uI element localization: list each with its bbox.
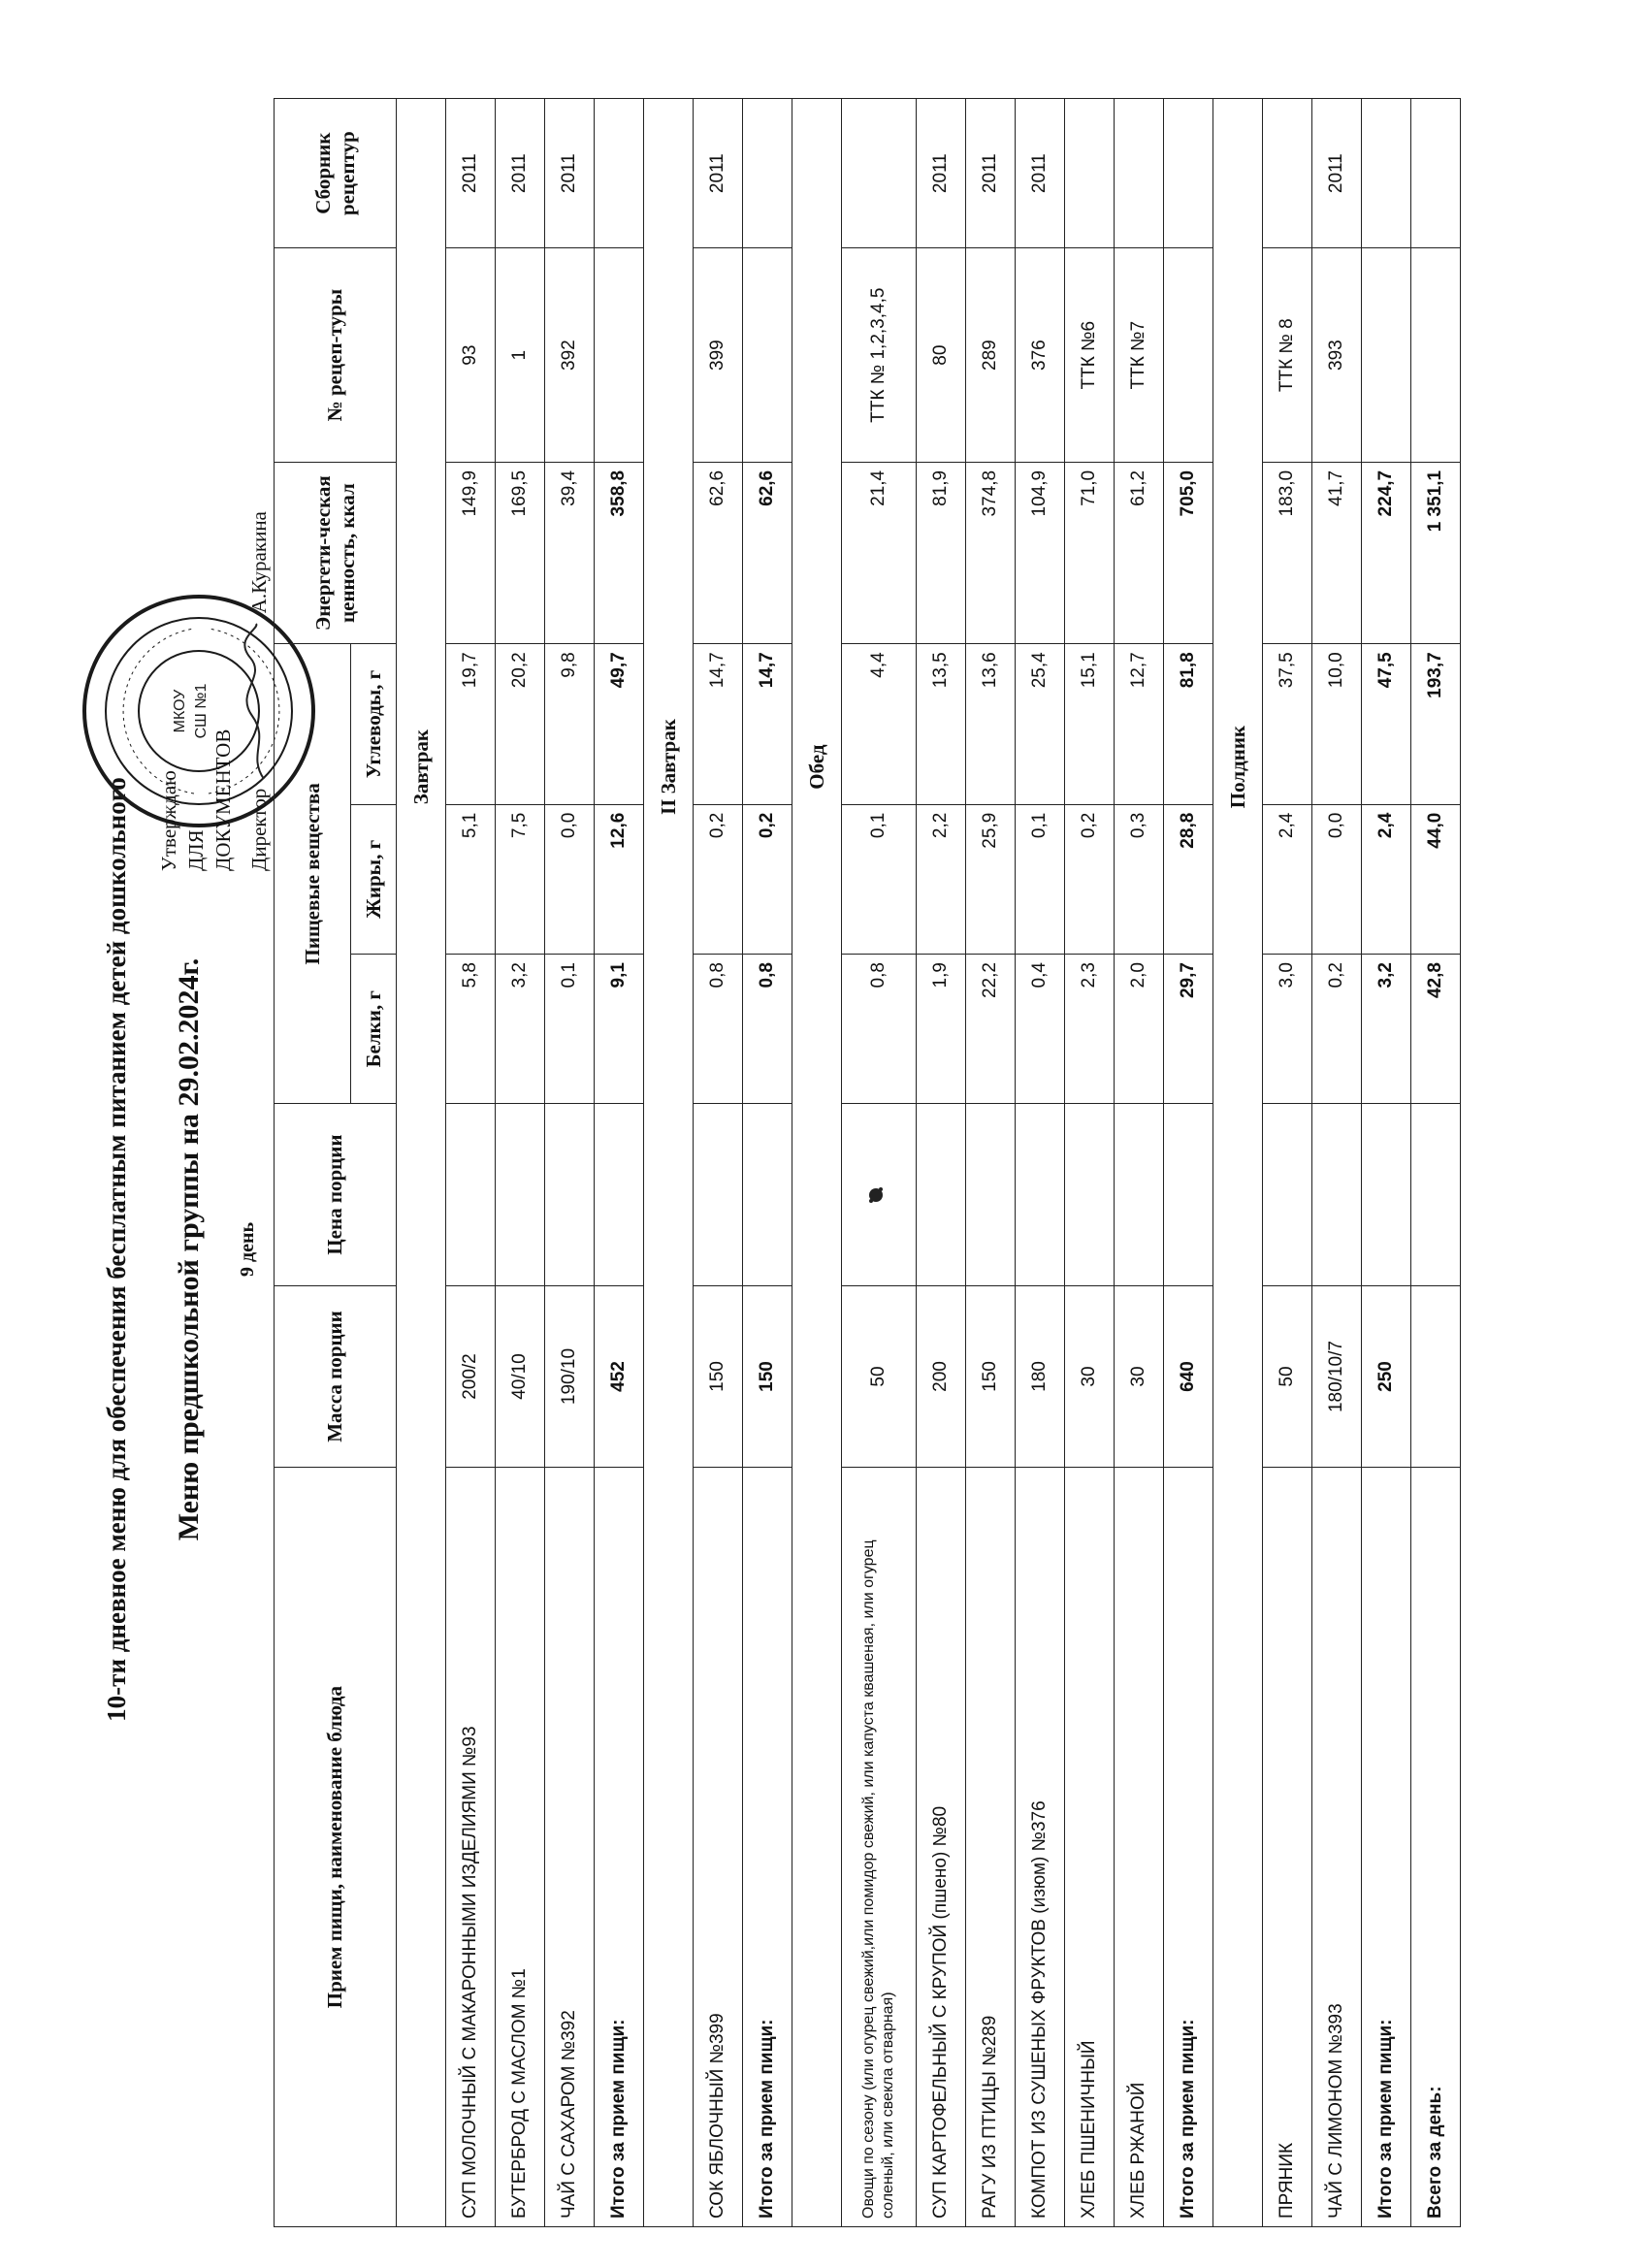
signer-name: А.Куракина [247, 511, 271, 614]
dish-name: БУТЕРБРОД С МАСЛОМ №1 [496, 1468, 545, 2227]
section-row [792, 99, 842, 2227]
dish-protein: 0,8 [694, 955, 743, 1104]
total-fat: 12,6 [595, 804, 644, 954]
section-title: II Завтрак [644, 248, 694, 1285]
dish-collection: 2011 [1016, 99, 1065, 248]
dish-price [966, 1104, 1016, 1285]
total-fat: 0,2 [743, 804, 792, 954]
dish-fat: 0,2 [694, 804, 743, 954]
svg-text:СШ №1: СШ №1 [193, 683, 210, 739]
dish-recipe: 80 [917, 248, 966, 463]
dish-carbs: 13,5 [917, 644, 966, 804]
dish-mass: 150 [966, 1285, 1016, 1467]
header-carbs: Углеводы, г [351, 644, 397, 804]
dish-carbs: 12,7 [1115, 644, 1164, 804]
dish-protein: 22,2 [966, 955, 1016, 1104]
dish-energy: 21,4 [842, 462, 917, 643]
total-label: Итого за прием пищи: [743, 1468, 792, 2227]
total-carbs: 47,5 [1362, 644, 1411, 804]
total-mass: 150 [743, 1285, 792, 1467]
dish-price [1263, 1104, 1312, 1285]
dish-energy: 104,9 [1016, 462, 1065, 643]
dish-fat: 0,1 [1016, 804, 1065, 954]
total-protein: 9,1 [595, 955, 644, 1104]
header-meal: Прием пищи, наименование блюда [275, 1468, 397, 2227]
total-mass: 640 [1164, 1285, 1213, 1467]
dish-carbs: 4,4 [842, 644, 917, 804]
dish-carbs: 25,4 [1016, 644, 1065, 804]
total-label: Итого за прием пищи: [1164, 1468, 1213, 2227]
dish-name: ЧАЙ С САХАРОМ №392 [545, 1468, 595, 2227]
header-nutrients: Пищевые вещества [275, 644, 351, 1104]
total-row [1362, 99, 1411, 2227]
document-subtitle: Меню предшкольной группы на 29.02.2024г. [173, 957, 205, 1541]
grand-total-row [1411, 99, 1461, 2227]
dish-price [545, 1104, 595, 1285]
dish-collection: 2011 [917, 99, 966, 248]
approval-line-1: Утверждаю [157, 770, 180, 871]
total-label: Итого за прием пищи: [595, 1468, 644, 2227]
header-price: Цена порции [275, 1104, 397, 1285]
dish-collection: 2011 [545, 99, 595, 248]
table-row [694, 99, 743, 2227]
header-collection: Сборник рецептур [275, 99, 397, 248]
table-row [1312, 99, 1362, 2227]
dish-recipe: 93 [446, 248, 496, 463]
approval-line-2: ДЛЯ [184, 829, 208, 871]
dish-recipe: ТТК № 1,2,3,4,5 [842, 248, 917, 463]
table-row [496, 99, 545, 2227]
dish-collection [842, 99, 917, 248]
dish-name: ХЛЕБ РЖАНОЙ [1115, 1468, 1164, 2227]
approval-line-3: ДОКУМЕНТОВ [211, 729, 235, 871]
dish-price [446, 1104, 496, 1285]
svg-text:МКОУ: МКОУ [172, 689, 188, 733]
dish-price [1065, 1104, 1115, 1285]
total-energy: 224,7 [1362, 462, 1411, 643]
dish-recipe: 1 [496, 248, 545, 463]
total-row [595, 99, 644, 2227]
dish-name: ЧАЙ С ЛИМОНОМ №393 [1312, 1468, 1362, 2227]
dish-fat: 0,0 [1312, 804, 1362, 954]
dish-price [496, 1104, 545, 1285]
dish-collection [1115, 99, 1164, 248]
day-label: 9 день [237, 1221, 258, 1278]
header-recipe: № рецеп-туры [275, 248, 397, 463]
dish-price [694, 1104, 743, 1285]
dish-name: ХЛЕБ ПШЕНИЧНЫЙ [1065, 1468, 1115, 2227]
dish-energy: 183,0 [1263, 462, 1312, 643]
dish-energy: 374,8 [966, 462, 1016, 643]
dish-name: СУП МОЛОЧНЫЙ С МАКАРОННЫМИ ИЗДЕЛИЯМИ №93 [446, 1468, 496, 2227]
dish-mass: 180/10/7 [1312, 1285, 1362, 1467]
total-carbs: 81,8 [1164, 644, 1213, 804]
total-fat: 2,4 [1362, 804, 1411, 954]
dish-mass: 50 [842, 1285, 917, 1467]
dish-carbs: 37,5 [1263, 644, 1312, 804]
dish-fat: 7,5 [496, 804, 545, 954]
total-energy: 705,0 [1164, 462, 1213, 643]
dish-price [1115, 1104, 1164, 1285]
section-row [644, 99, 694, 2227]
dish-mass: 200/2 [446, 1285, 496, 1467]
dish-protein: 0,2 [1312, 955, 1362, 1104]
table-row [917, 99, 966, 2227]
total-row [1164, 99, 1213, 2227]
dish-recipe: 399 [694, 248, 743, 463]
dish-collection [1263, 99, 1312, 248]
dish-recipe: 393 [1312, 248, 1362, 463]
dish-name: Овощи по сезону (или огурец свежий,или помидор свежий, или капуста квашеная, или огурец соленый, или свекла отварная) [842, 1468, 917, 2227]
header-energy: Энергети-ческая ценность, ккал [275, 462, 397, 643]
total-protein: 29,7 [1164, 955, 1213, 1104]
dish-protein: 3,0 [1263, 955, 1312, 1104]
header-protein: Белки, г [351, 955, 397, 1104]
dish-energy: 41,7 [1312, 462, 1362, 643]
header-fat: Жиры, г [351, 804, 397, 954]
dish-recipe: ТТК №6 [1065, 248, 1115, 463]
dish-fat: 2,2 [917, 804, 966, 954]
table-row [446, 99, 496, 2227]
dish-mass: 40/10 [496, 1285, 545, 1467]
total-protein: 0,8 [743, 955, 792, 1104]
dish-recipe: 376 [1016, 248, 1065, 463]
section-title: Обед [792, 248, 842, 1285]
total-row [743, 99, 792, 2227]
dish-recipe: 289 [966, 248, 1016, 463]
dish-carbs: 9,8 [545, 644, 595, 804]
table-row [1263, 99, 1312, 2227]
approval-line-4: Директор [247, 788, 271, 871]
table-row [1115, 99, 1164, 2227]
grand-total-fat: 44,0 [1411, 804, 1461, 954]
dish-mass: 30 [1065, 1285, 1115, 1467]
total-energy: 62,6 [743, 462, 792, 643]
dish-name: РАГУ ИЗ ПТИЦЫ №289 [966, 1468, 1016, 2227]
dish-carbs: 13,6 [966, 644, 1016, 804]
dish-energy: 149,9 [446, 462, 496, 643]
dish-protein: 2,0 [1115, 955, 1164, 1104]
dish-fat: 25,9 [966, 804, 1016, 954]
dish-recipe: ТТК № 8 [1263, 248, 1312, 463]
total-carbs: 49,7 [595, 644, 644, 804]
section-title: Завтрак [397, 248, 446, 1285]
total-energy: 358,8 [595, 462, 644, 643]
grand-total-carbs: 193,7 [1411, 644, 1461, 804]
approval-signer-row [237, 328, 273, 871]
total-mass: 250 [1362, 1285, 1411, 1467]
dish-mass: 50 [1263, 1285, 1312, 1467]
table-row [842, 99, 917, 2227]
total-carbs: 14,7 [743, 644, 792, 804]
dish-carbs: 15,1 [1065, 644, 1115, 804]
dish-energy: 71,0 [1065, 462, 1115, 643]
grand-total-label: Всего за день: [1411, 1468, 1461, 2227]
dish-protein: 5,8 [446, 955, 496, 1104]
dish-mass: 180 [1016, 1285, 1065, 1467]
dish-collection: 2011 [496, 99, 545, 248]
dish-collection: 2011 [694, 99, 743, 248]
dish-name: СОК ЯБЛОЧНЫЙ №399 [694, 1468, 743, 2227]
table-row [545, 99, 595, 2227]
dish-protein: 0,4 [1016, 955, 1065, 1104]
dish-energy: 62,6 [694, 462, 743, 643]
dish-carbs: 19,7 [446, 644, 496, 804]
ink-blot-icon [865, 1184, 887, 1206]
dish-protein: 3,2 [496, 955, 545, 1104]
dish-price [842, 1104, 917, 1285]
dish-collection: 2011 [446, 99, 496, 248]
dish-recipe: ТТК №7 [1115, 248, 1164, 463]
dish-protein: 2,3 [1065, 955, 1115, 1104]
dish-fat: 0,1 [842, 804, 917, 954]
dish-energy: 169,5 [496, 462, 545, 643]
document-title: 10-ти дневное меню для обеспечения бесплатным питанием детей дошкольного [102, 777, 131, 1722]
dish-price [917, 1104, 966, 1285]
dish-fat: 5,1 [446, 804, 496, 954]
dish-carbs: 10,0 [1312, 644, 1362, 804]
dish-mass: 200 [917, 1285, 966, 1467]
dish-fat: 0,3 [1115, 804, 1164, 954]
dish-name: ПРЯНИК [1263, 1468, 1312, 2227]
dish-protein: 1,9 [917, 955, 966, 1104]
section-row [1213, 99, 1263, 2227]
dish-energy: 81,9 [917, 462, 966, 643]
total-protein: 3,2 [1362, 955, 1411, 1104]
dish-name: КОМПОТ ИЗ СУШЕНЫХ ФРУКТОВ (изюм) №376 [1016, 1468, 1065, 2227]
dish-protein: 0,1 [545, 955, 595, 1104]
header-mass: Масса порции [275, 1285, 397, 1467]
table-row [966, 99, 1016, 2227]
total-fat: 28,8 [1164, 804, 1213, 954]
grand-total-protein: 42,8 [1411, 955, 1461, 1104]
dish-energy: 39,4 [545, 462, 595, 643]
dish-collection: 2011 [1312, 99, 1362, 248]
table-row [1016, 99, 1065, 2227]
dish-price [1312, 1104, 1362, 1285]
dish-collection [1065, 99, 1115, 248]
dish-price [1016, 1104, 1065, 1285]
dish-carbs: 20,2 [496, 644, 545, 804]
grand-total-energy: 1 351,1 [1411, 462, 1461, 643]
total-mass: 452 [595, 1285, 644, 1467]
dish-mass: 30 [1115, 1285, 1164, 1467]
dish-energy: 61,2 [1115, 462, 1164, 643]
dish-mass: 150 [694, 1285, 743, 1467]
total-label: Итого за прием пищи: [1362, 1468, 1411, 2227]
dish-protein: 0,8 [842, 955, 917, 1104]
dish-collection: 2011 [966, 99, 1016, 248]
dish-fat: 2,4 [1263, 804, 1312, 954]
menu-table [274, 98, 1461, 2227]
dish-mass: 190/10 [545, 1285, 595, 1467]
dish-recipe: 392 [545, 248, 595, 463]
section-row [397, 99, 446, 2227]
dish-fat: 0,2 [1065, 804, 1115, 954]
table-row [1065, 99, 1115, 2227]
section-title: Полдник [1213, 248, 1263, 1285]
approval-block [155, 328, 273, 871]
dish-fat: 0,0 [545, 804, 595, 954]
dish-name: СУП КАРТОФЕЛЬНЫЙ С КРУПОЙ (пшено) №80 [917, 1468, 966, 2227]
dish-carbs: 14,7 [694, 644, 743, 804]
